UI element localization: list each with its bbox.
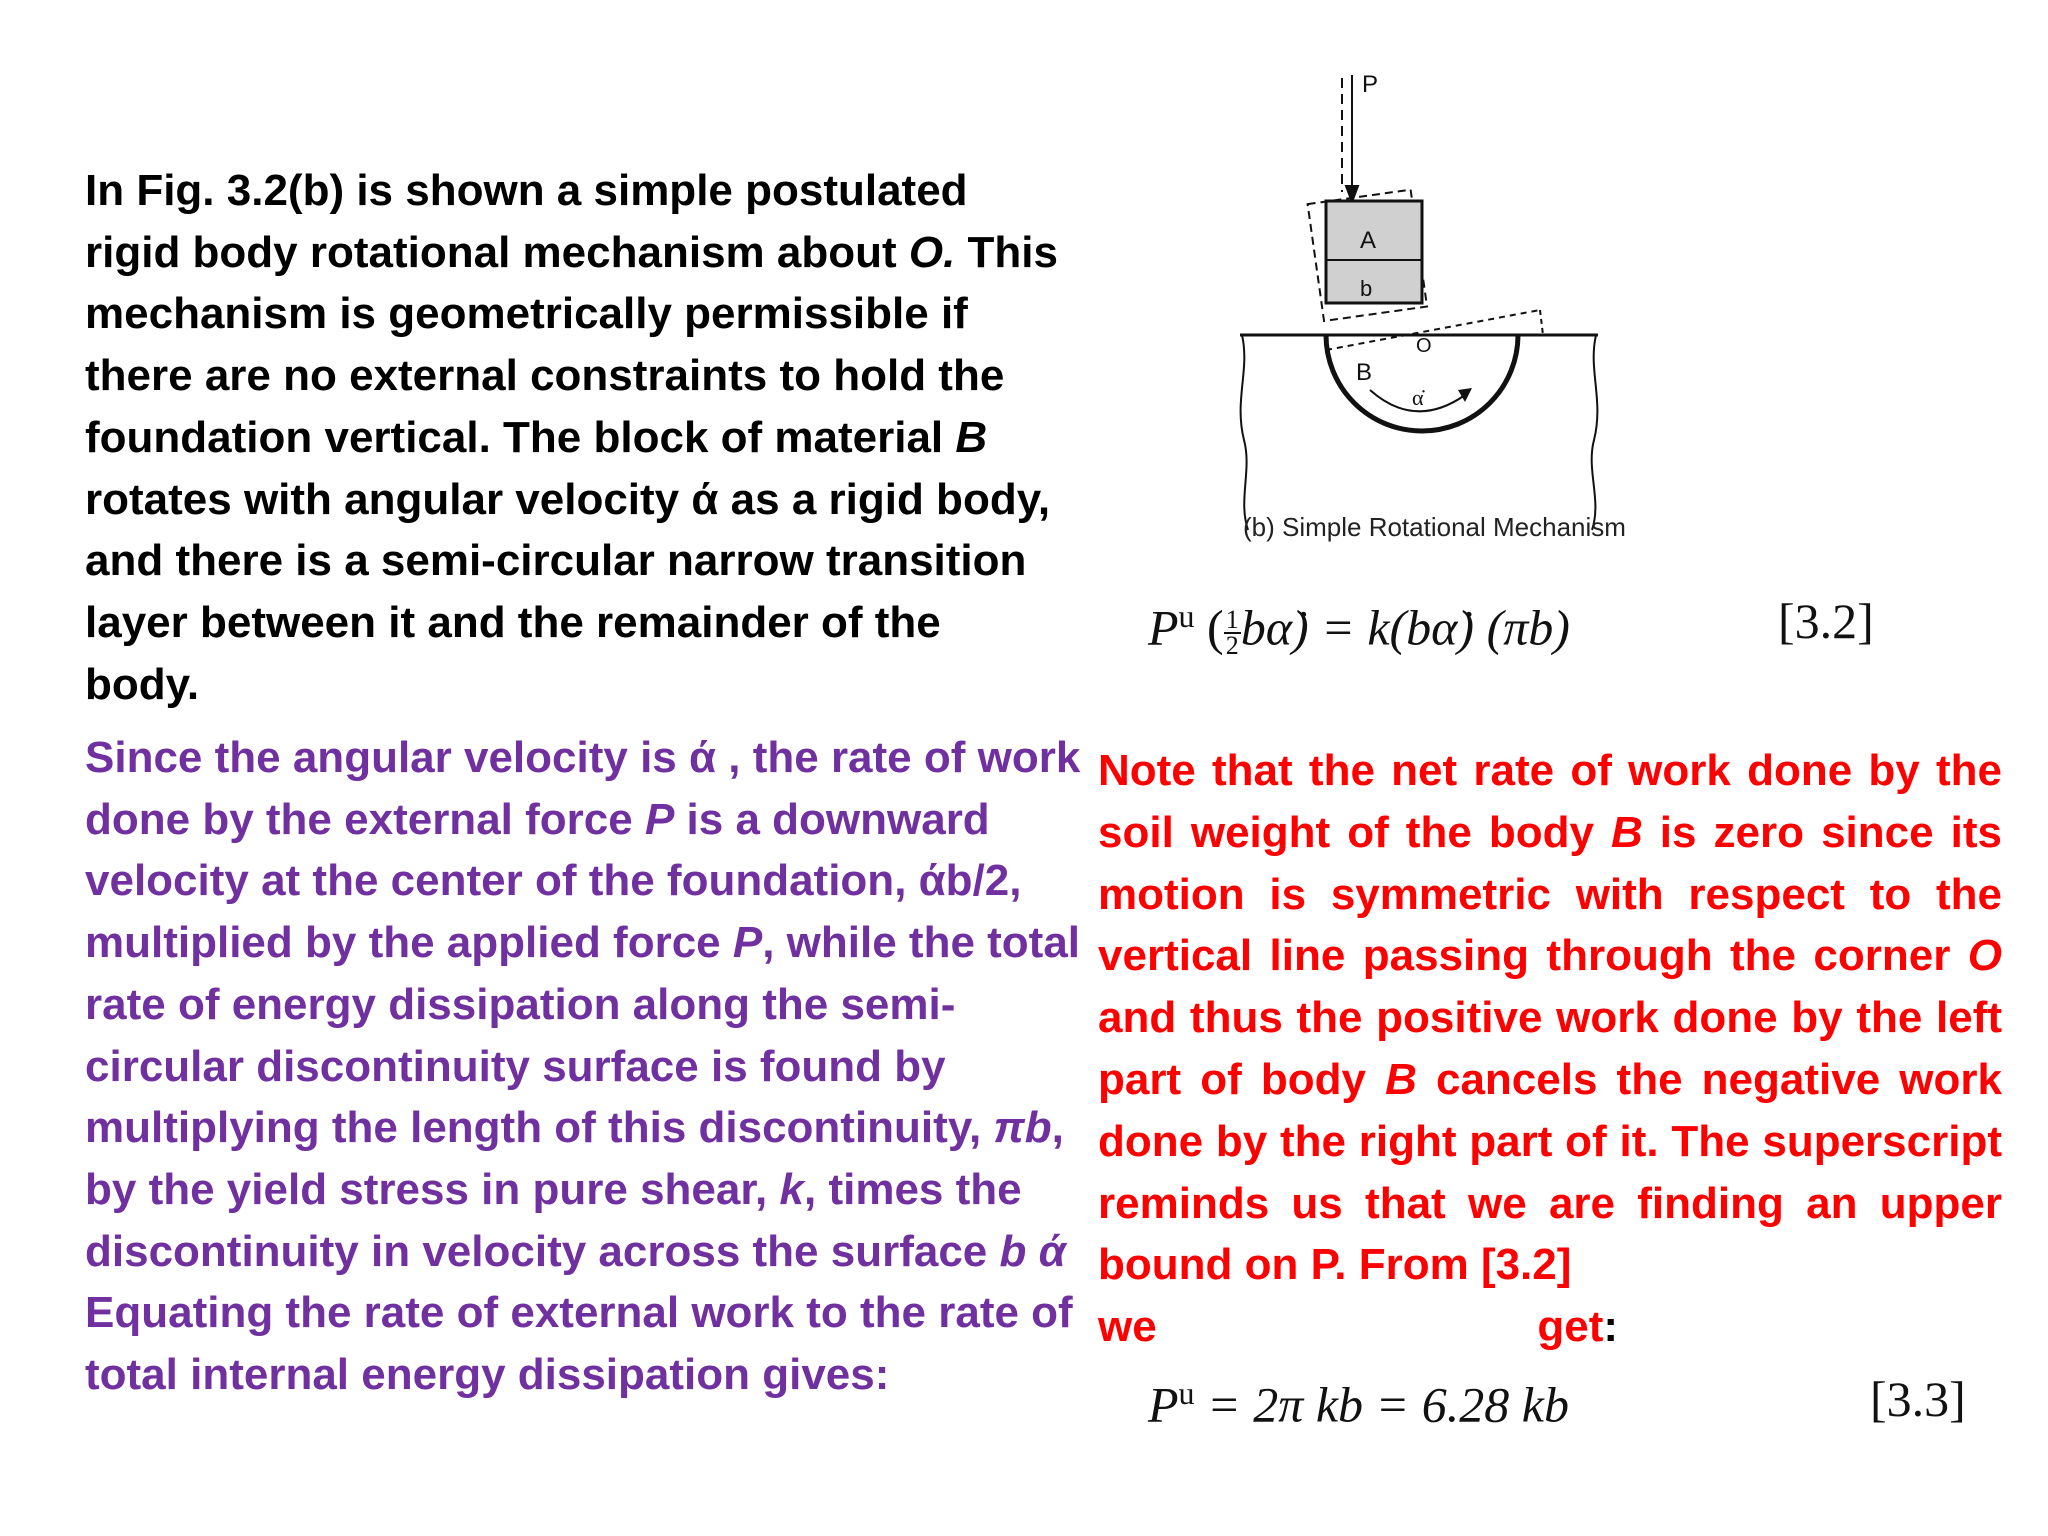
text-segment: is a downward velocity at the center of the foundation, άb/2, multiplied by the applied force (85, 794, 1022, 968)
italic-segment: B (1610, 807, 1643, 857)
rotation-arrowhead (1458, 388, 1472, 402)
text-segment: cancels the negative work done by the right part of it. The superscript reminds us that we are finding an upper bound on P. From [3.2] (1098, 1054, 2002, 1290)
text-segment: Since the angular velocity is ά , the rate of work done by the external force (85, 733, 1081, 844)
text-segment: and thus the positive work done by the left part of body (1098, 993, 2002, 1104)
block-label-a: A (1360, 227, 1377, 254)
note-last-line (1098, 1296, 1618, 1358)
note-paragraph (1098, 740, 2002, 1358)
eq-symbol: P (1148, 599, 1179, 656)
text-segment: get (1537, 1302, 1604, 1352)
text-segment: This mechanism is geometrically permissible if there are no external constraints to hold the foundation vertical. The block of material (85, 227, 1059, 462)
eq-text: ( (1194, 599, 1224, 656)
eq-text: bα̇) = k(bα̇) (πb) (1240, 599, 1570, 656)
italic-segment: k (779, 1164, 804, 1214)
text-segment: In Fig. 3.2(b) is shown a simple postulated rigid body rotational mechanism about (85, 166, 968, 277)
equation-number-3-2: [3.2] (1778, 593, 1874, 649)
italic-segment: B (955, 412, 988, 462)
eq-symbol: P (1148, 1376, 1179, 1433)
work-rate-paragraph (85, 727, 1085, 1406)
italic-segment: P (732, 918, 763, 968)
italic-segment: B (1385, 1054, 1417, 1104)
rotated-surface-tick (1540, 310, 1543, 335)
equation-3-3 (1148, 1375, 1569, 1434)
fraction-numerator: 1 (1225, 605, 1239, 635)
rotational-mechanism-figure (1220, 60, 1660, 560)
colon: : (1603, 1302, 1618, 1352)
text-segment: , while the total rate of energy dissipation along the semi-circular discontinuity surface is found by multiplying the length of this discontinuity, (85, 918, 1081, 1153)
eq-text: = 2π kb = 6.28 kb (1194, 1376, 1569, 1433)
text-segment: , by the yield stress in pure shear, (85, 1103, 1064, 1214)
text-segment: , times the discontinuity in velocity across the surface (85, 1164, 1022, 1276)
equation-number-3-3: [3.3] (1870, 1371, 1966, 1427)
soil-right-boundary (1592, 335, 1598, 530)
italic-segment: P (644, 794, 675, 844)
text-segment (1537, 1296, 1618, 1358)
intro-paragraph (85, 160, 1065, 715)
equation-3-2 (1148, 598, 1570, 661)
load-arrow (1342, 75, 1358, 202)
italic-segment: b ά (999, 1226, 1066, 1276)
text-segment: Equating the rate of external work to the rate of total internal energy dissipation gives: (85, 1288, 1073, 1400)
text-segment: rotates with angular velocity ά as a rigid body, and there is a semi-circular narrow transition layer between it and the remainder of the body. (85, 474, 1051, 709)
italic-segment: O. (908, 227, 956, 277)
text-segment: Note that the net rate of work done by the soil weight of the body (1098, 746, 2002, 857)
corner-label: O (1416, 335, 1432, 357)
fraction-denominator: 2 (1225, 631, 1239, 661)
italic-segment: πb (993, 1103, 1052, 1153)
eq-fraction (1224, 605, 1241, 661)
figure-caption: (b) Simple Rotational Mechanism (1243, 512, 1626, 542)
text-segment: we (1098, 1302, 1157, 1352)
angular-velocity-label: α̇ (1412, 385, 1424, 410)
eq-superscript: u (1178, 1375, 1195, 1411)
body-label: B (1356, 359, 1373, 386)
eq-superscript: u (1178, 598, 1195, 634)
block-label-b: b (1360, 276, 1373, 301)
soil-left-boundary (1241, 335, 1248, 530)
load-label: P (1362, 71, 1379, 98)
text-segment: is zero since its motion is symmetric with respect to the vertical line passing through the corner (1098, 807, 2002, 981)
italic-segment: O (1967, 931, 2002, 981)
